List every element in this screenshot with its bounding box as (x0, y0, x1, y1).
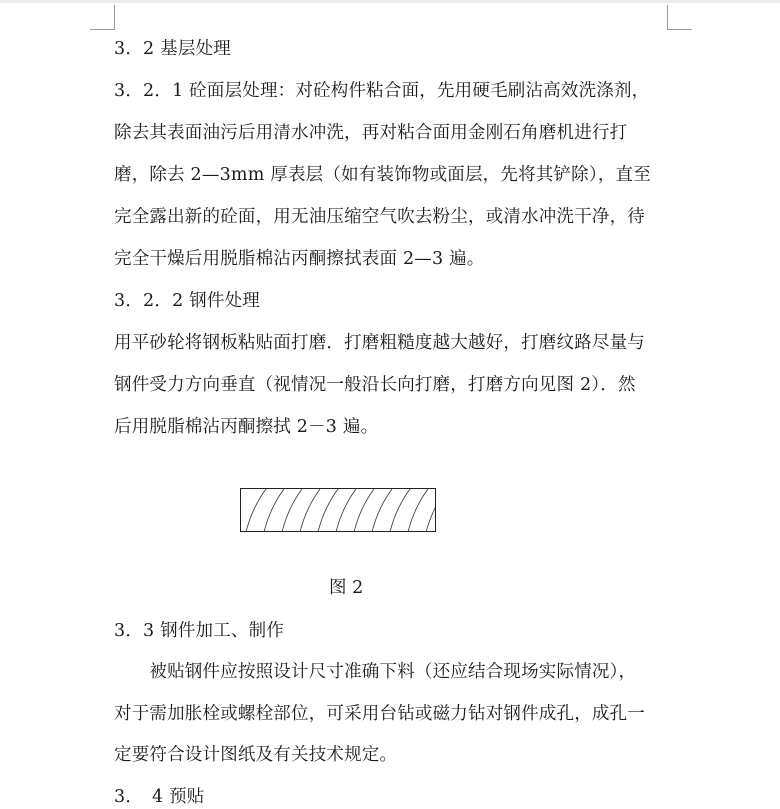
heading-3-4: 3． 4 预贴 (114, 787, 205, 807)
page-corner-mark-left (90, 5, 115, 30)
paragraph-line: 钢件受力方向垂直（视情况一般沿长向打磨，打磨方向见图 2）．然 (114, 375, 636, 395)
figure-caption: 图 2 (329, 578, 364, 598)
paragraph-line: 磨，除去 2—3mm 厚表层（如有装饰物或面层，先将其铲除），直至 (114, 165, 651, 185)
paragraph-line: 用平砂轮将钢板粘贴面打磨．打磨粗糙度越大越好，打磨纹路尽量与 (114, 333, 645, 353)
top-strip (0, 0, 780, 3)
heading-3-3: 3．3 钢件加工、制作 (114, 621, 285, 641)
heading-3-2: 3．2 基层处理 (114, 39, 231, 59)
paragraph-line: 对于需加胀栓或螺栓部位，可采用台钻或磁力钻对钢件成孔，成孔一 (114, 704, 645, 724)
paragraph-line: 完全露出新的砼面，用无油压缩空气吹去粉尘，或清水冲洗干净，待 (114, 207, 645, 227)
paragraph-line: 定要符合设计图纸及有关技术规定。 (114, 745, 398, 765)
paragraph-line: 除去其表面油污后用清水冲洗，再对粘合面用金刚石角磨机进行打 (114, 123, 628, 143)
paragraph-line: 3．2．1 砼面层处理：对砼构件粘合面，先用硬毛刷沾高效洗涤剂， (114, 81, 650, 101)
paragraph-line: 被贴钢件应按照设计尺寸准确下料（还应结合现场实际情况）， (114, 662, 637, 682)
page-corner-mark-right (667, 5, 692, 30)
heading-3-2-2: 3．2．2 钢件处理 (114, 291, 260, 311)
paragraph-line: 完全干燥后用脱脂棉沾丙酮擦拭表面 2—3 遍。 (114, 249, 485, 269)
paragraph-line: 后用脱脂棉沾丙酮擦拭 2－3 遍。 (114, 417, 379, 437)
figure-grinding-pattern (240, 488, 436, 532)
